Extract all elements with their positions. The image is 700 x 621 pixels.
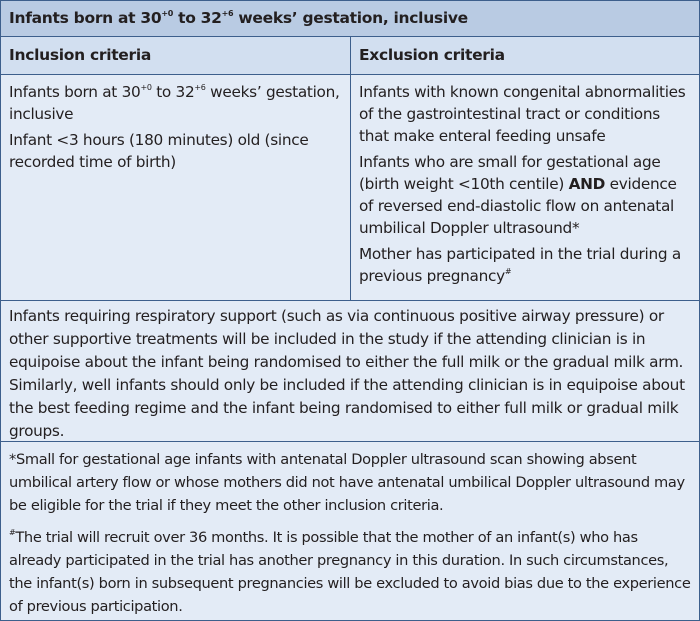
exclusion-item-sga-and: AND <box>568 175 606 193</box>
title-text-end: weeks’ gestation, inclusive <box>233 9 468 27</box>
criteria-row <box>1 75 699 301</box>
inclusion-item-gestation-text: Infants born at 30 <box>9 83 141 101</box>
footnote-hash-text: The trial will recruit over 36 months. It is possible that the mother of an infant(s) who has already participated in the trial has another pregnancy in this duration. In such circumstances, the infant(s) born in subsequent pregnancies will be excluded to avoid bias due to the experience of previous participation. <box>9 529 691 615</box>
exclusion-item-mother <box>359 243 691 287</box>
title-text: Infants born at 30 <box>9 9 162 27</box>
table-title <box>1 1 699 37</box>
exclusion-item-congenital: Infants with known congenital abnormalities of the gastrointestinal tract or conditions that make enteral feeding unsafe <box>359 83 686 145</box>
inclusion-cell <box>1 75 351 300</box>
inclusion-sup-end: +6 <box>194 83 206 92</box>
footnote-hash-mark: # <box>9 528 16 537</box>
footnote-hash <box>9 526 691 618</box>
inclusion-item-age: Infant <3 hours (180 minutes) old (since recorded time of birth) <box>9 131 309 171</box>
inclusion-sup-start: +0 <box>140 83 152 92</box>
exclusion-item-sga-end: evidence of reversed end-diastolic flow on antenatal umbilical Doppler ultrasound* <box>359 175 677 237</box>
header-row <box>1 37 699 75</box>
inclusion-item-gestation <box>9 81 342 125</box>
inclusion-item-gestation-mid: to 32 <box>151 83 195 101</box>
title-sup-end: +6 <box>221 9 234 18</box>
exclusion-item-sga-text: Infants who are small for gestational age (birth weight <10th centile) <box>359 153 661 193</box>
title-text-mid: to 32 <box>173 9 222 27</box>
title-sup-start: +0 <box>161 9 173 18</box>
exclusion-header: Exclusion criteria <box>359 46 505 64</box>
exclusion-item-mother-text: Mother has participated in the trial during a previous pregnancy <box>359 245 681 285</box>
footnotes <box>1 442 699 620</box>
inclusion-header: Inclusion criteria <box>1 37 351 74</box>
inclusion-item-gestation-end: weeks’ gestation, inclusive <box>9 83 340 123</box>
exclusion-cell <box>351 75 699 300</box>
respiratory-support-note: Infants requiring respiratory support (such as via continuous positive airway pressure) or other supportive treatments will be included in the study if the attending clinician is in equipoise about the infant being randomised to either the full milk or the gradual milk arm. Similarly, well infants should only be included if the attending clinician is in equipoise about the best feeding regime and the infant being randomised to either full milk or gradual milk groups. <box>1 301 699 442</box>
footnote-star: *Small for gestational age infants with antenatal Doppler ultrasound scan showing absent umbilical artery flow or whose mothers did not have antenatal umbilical Doppler ultrasound may be eligible for the trial if they meet the other inclusion criteria. <box>9 451 685 514</box>
exclusion-item-sga <box>359 151 691 239</box>
exclusion-item-mother-mark: # <box>504 267 512 276</box>
